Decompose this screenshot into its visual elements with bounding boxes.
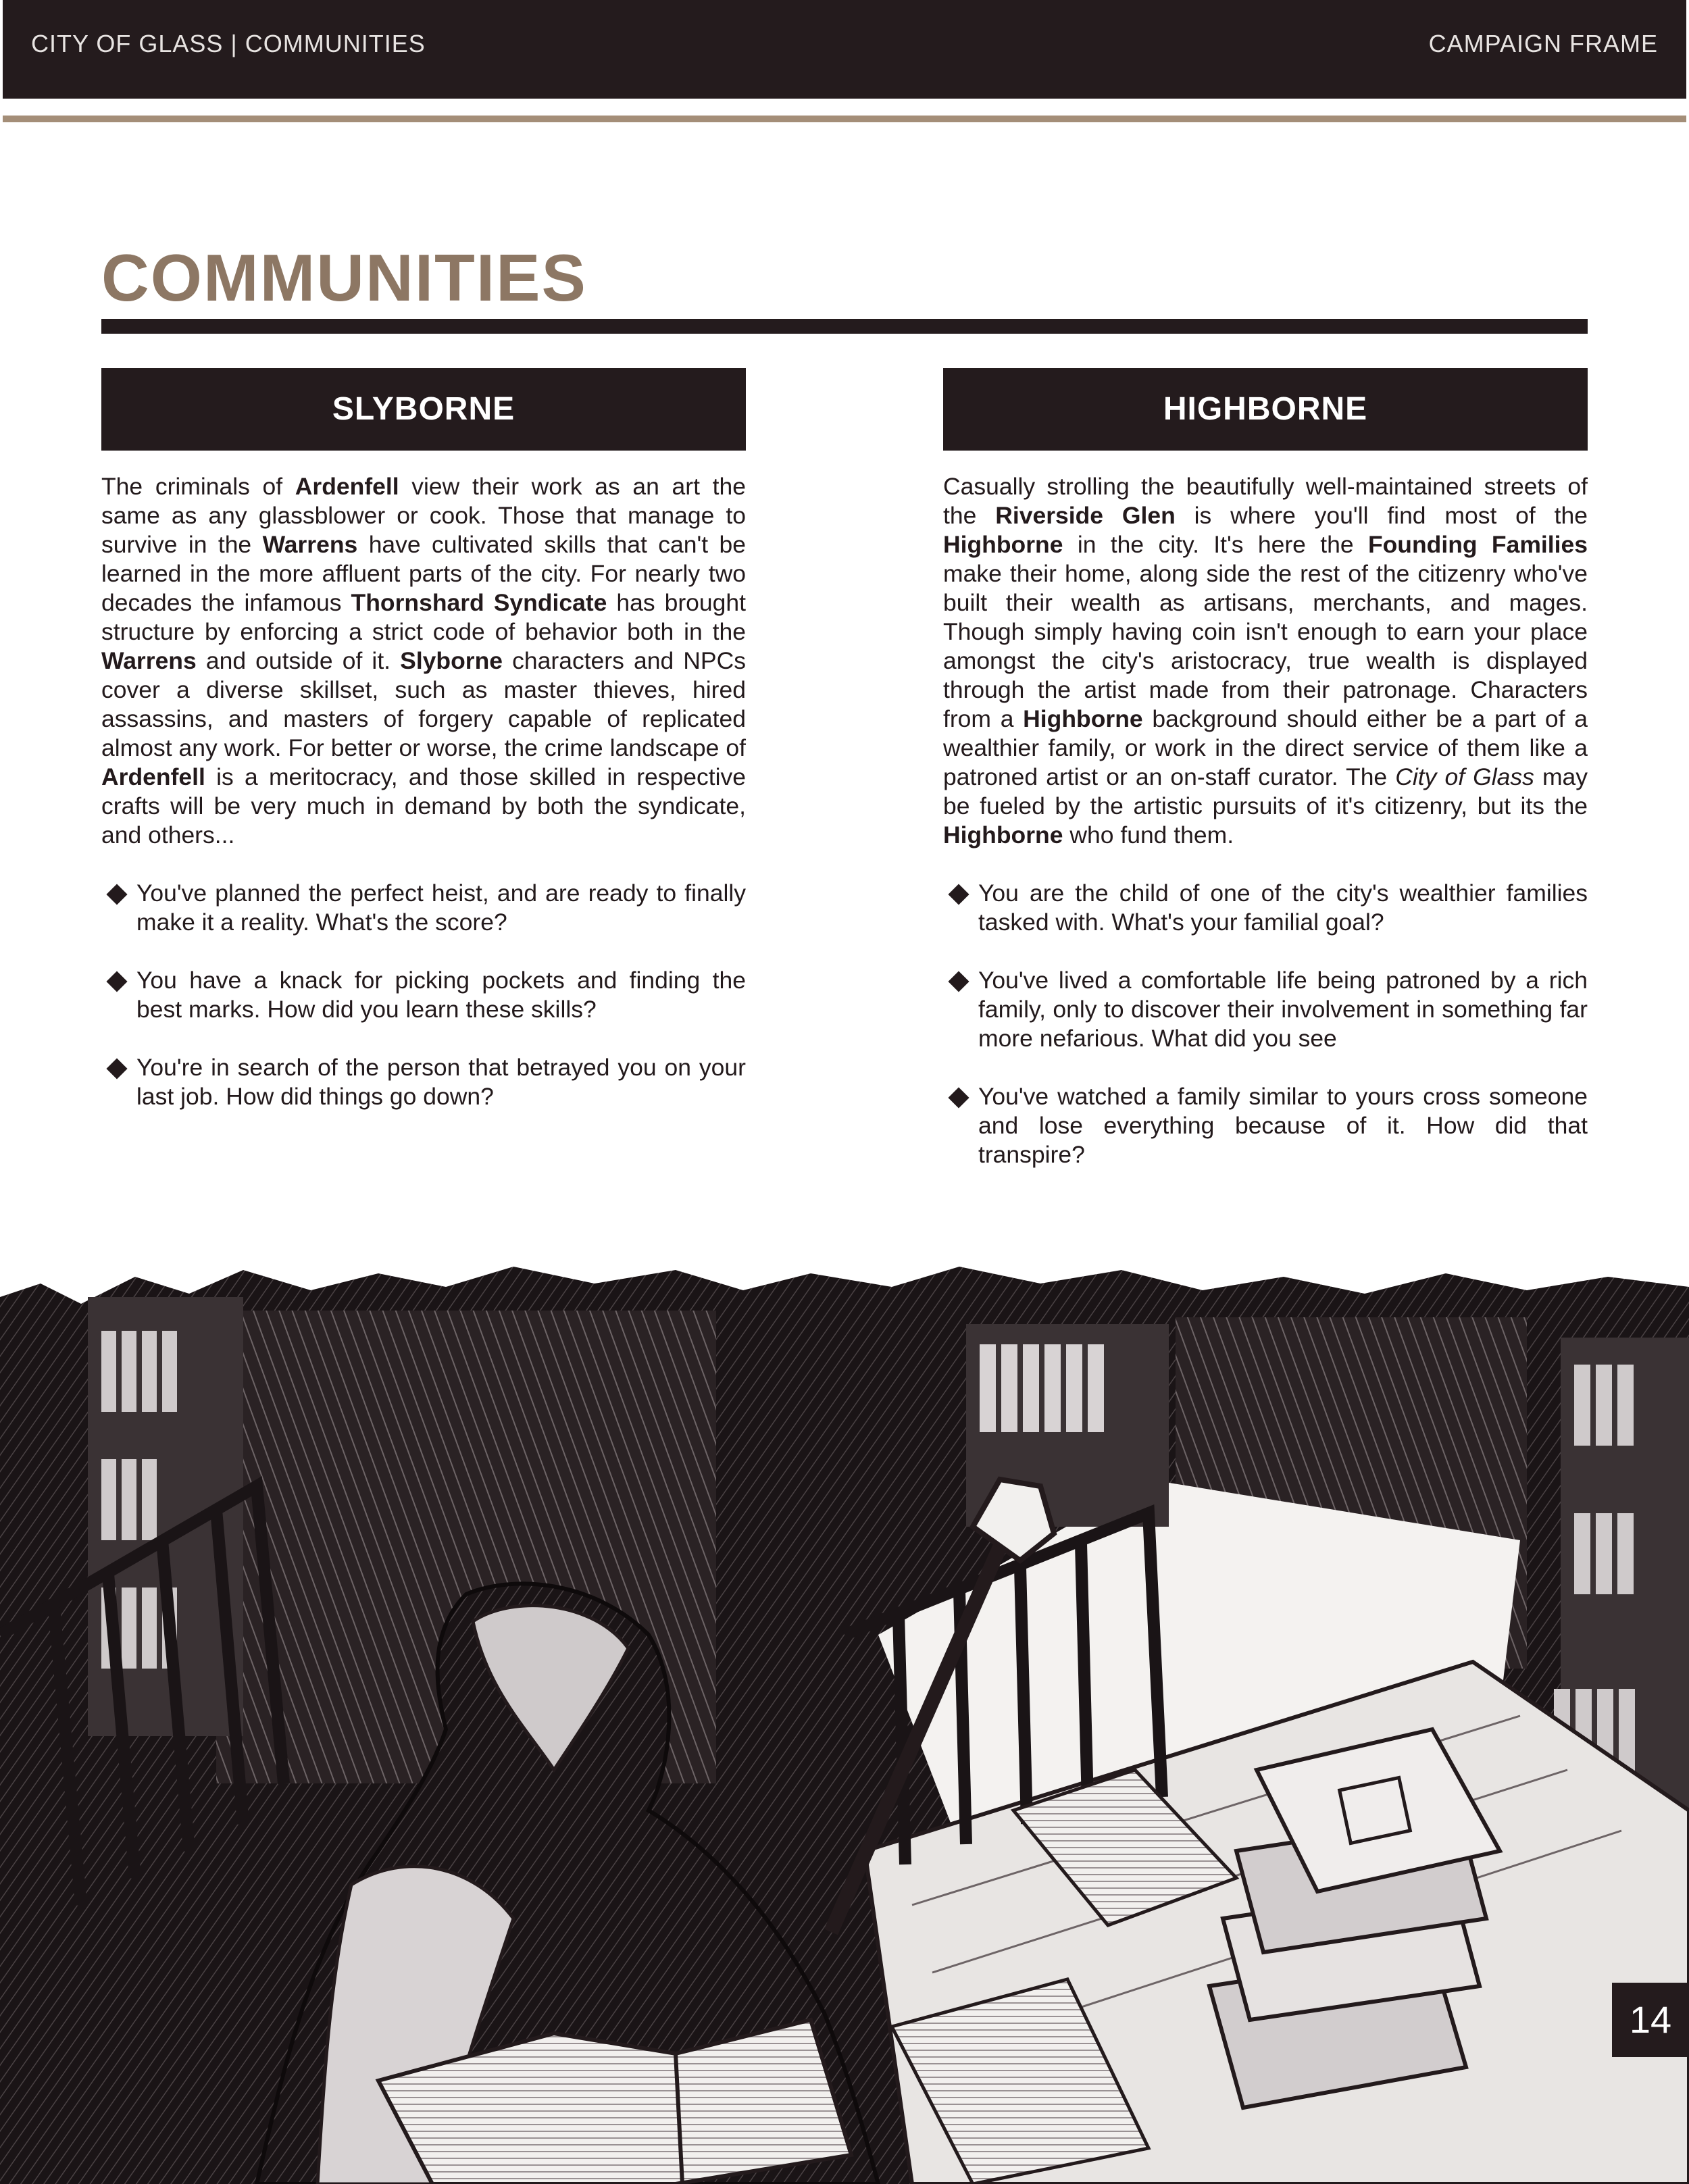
header-left-title: CITY OF GLASS | COMMUNITIES xyxy=(31,30,426,57)
list-item: You've watched a family similar to yours cross someone and lose everything because of it. How did that transpire? xyxy=(943,1082,1588,1169)
list-item: You've planned the perfect heist, and are ready to finally make it a reality. What's the score? xyxy=(101,879,746,937)
header-bar xyxy=(3,0,1686,99)
bold-term: Highborne xyxy=(943,821,1063,848)
diamond-bullet-icon xyxy=(106,884,127,905)
text-run: background should either be a part of a wealthier family, or work in the direct service of them like a patroned artist or an on-staff curator. The xyxy=(943,705,1588,790)
highborne-prompts xyxy=(943,879,1588,1169)
slyborne-heading: SLYBORNE xyxy=(101,368,746,451)
header-right-title: CAMPAIGN FRAME xyxy=(1428,30,1658,57)
diamond-bullet-icon xyxy=(948,971,969,992)
text-run: and outside of it. xyxy=(196,647,401,674)
highborne-heading: HIGHBORNE xyxy=(943,368,1588,451)
text-run: characters and NPCs cover a diverse skillset, such as master thieves, hired assassins, and masters of forgery capable of replicated almost any work. For better or worse, the crime landscape of xyxy=(101,647,746,761)
library-scholar-illustration xyxy=(0,1256,1689,2184)
page-number: 14 xyxy=(1612,1983,1689,2057)
diamond-bullet-icon xyxy=(948,1087,969,1108)
italic-term: City of Glass xyxy=(1395,763,1534,790)
slyborne-description xyxy=(101,472,746,850)
header-divider xyxy=(3,116,1686,122)
text-run: may be fueled by the artistic pursuits of it's citizenry, but its the xyxy=(943,763,1588,819)
text-run: make their home, along side the rest of the citizenry who've built their wealth as artisans, merchants, and mages. Though simply having coin isn't enough to earn your place amongst the city's aristocracy, true wealth is displayed through the artist made from their patronage. Characters from a xyxy=(943,560,1588,732)
bold-term: Highborne xyxy=(1023,705,1143,732)
text-run: is where you'll find most of the xyxy=(1175,502,1588,529)
diamond-bullet-icon xyxy=(106,971,127,992)
bold-term: Thornshard Syndicate xyxy=(351,589,607,616)
bold-term: Ardenfell xyxy=(295,473,399,500)
highborne-column xyxy=(943,368,1588,1198)
highborne-description xyxy=(943,472,1588,850)
bold-term: Highborne xyxy=(943,531,1063,558)
bold-term: Warrens xyxy=(262,531,358,558)
text-run: view their work as an art the same as any glassblower or cook. Those that manage to survive in the xyxy=(101,473,746,558)
bold-term: Founding Families xyxy=(1367,531,1588,558)
bold-term: Slyborne xyxy=(400,647,503,674)
text-run: have cultivated skills that can't be learned in the more affluent parts of the city. For nearly two decades the infamous xyxy=(101,531,747,616)
diamond-bullet-icon xyxy=(106,1058,127,1079)
bold-term: Riverside Glen xyxy=(995,502,1176,529)
text-run: who fund them. xyxy=(1063,821,1234,848)
diamond-bullet-icon xyxy=(948,884,969,905)
text-run: has brought structure by enforcing a strict code of behavior both in the xyxy=(101,589,746,645)
bold-term: Ardenfell xyxy=(101,763,205,790)
title-underline xyxy=(101,319,1588,334)
slyborne-column xyxy=(101,368,746,1140)
bold-term: Warrens xyxy=(101,647,197,674)
text-run: in the city. It's here the xyxy=(1063,531,1368,558)
list-item: You have a knack for picking pockets and finding the best marks. How did you learn these skills? xyxy=(101,966,746,1024)
page-title: COMMUNITIES xyxy=(101,240,587,315)
list-item: You're in search of the person that betrayed you on your last job. How did things go down? xyxy=(101,1053,746,1111)
list-item: You are the child of one of the city's wealthier families tasked with. What's your familial goal? xyxy=(943,879,1588,937)
text-run: The criminals of xyxy=(101,473,295,500)
text-run: Casually strolling the beautifully well-maintained streets of the xyxy=(943,473,1588,529)
list-item: You've lived a comfortable life being patroned by a rich family, only to discover their involvement in something far more nefarious. What did you see xyxy=(943,966,1588,1053)
slyborne-prompts xyxy=(101,879,746,1111)
text-run: is a meritocracy, and those skilled in respective crafts will be very much in demand by both the syndicate, and others... xyxy=(101,763,746,848)
